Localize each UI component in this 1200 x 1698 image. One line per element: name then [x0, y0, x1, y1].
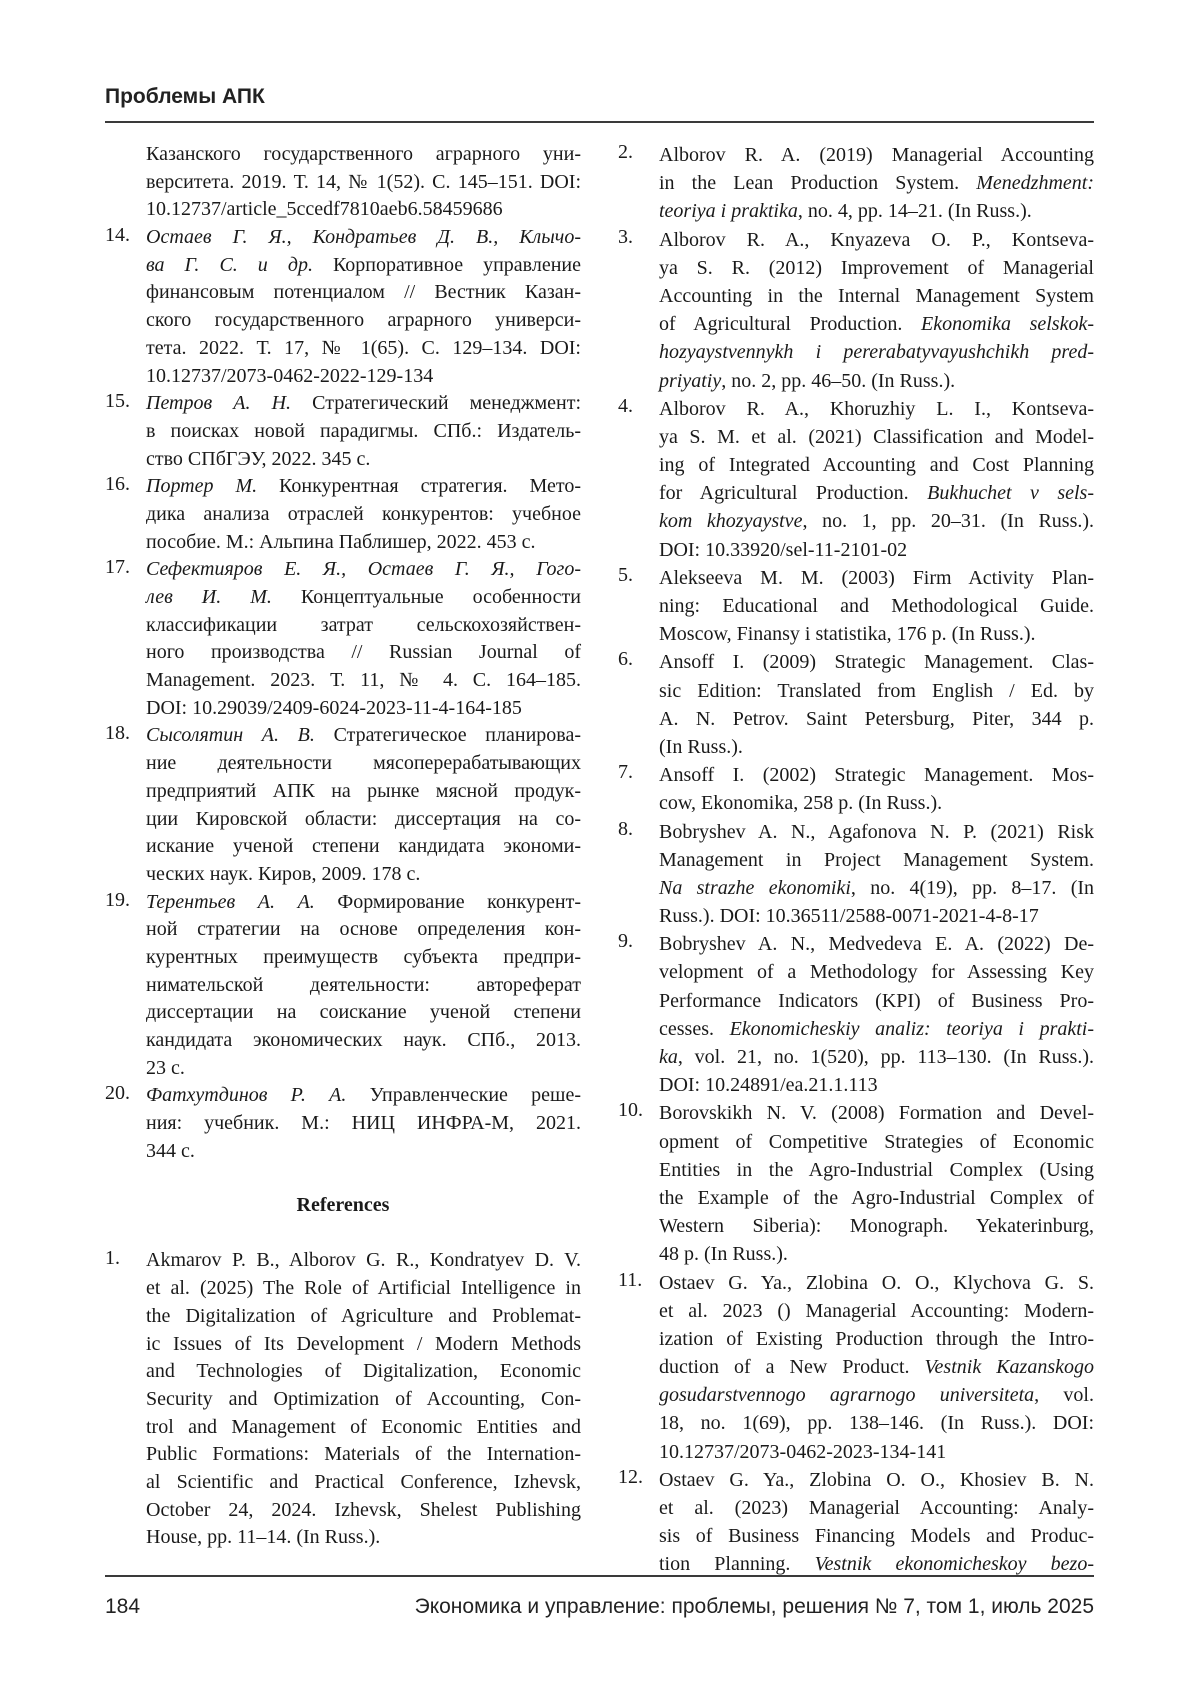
italic-run: Терентьев А. А.	[146, 891, 315, 913]
reference-entry	[618, 1099, 1094, 1268]
reference-line	[146, 1247, 581, 1275]
text-run: Akmarov P. B., Alborov G. R., Kondratyev D. V.	[146, 1249, 581, 1271]
reference-number: 15.	[105, 390, 130, 413]
text-run: 18, no. 1(69), pp. 138–146. (In Russ.). DOI:	[659, 1412, 1094, 1434]
reference-line	[659, 1184, 1094, 1212]
reference-line	[146, 1027, 581, 1055]
text-run: классификации затрат сельскохозяйствен-	[146, 614, 581, 636]
text-run: Ostaev G. Ya., Zlobina O. O., Klychova G. S.	[659, 1272, 1094, 1294]
reference-line	[146, 279, 581, 307]
text-run: Alekseeva M. M. (2003) Firm Activity Plan-	[659, 567, 1094, 589]
text-run: ского государственного аграрного универси-	[146, 309, 581, 331]
text-run: DOI: 10.29039/2409-6024-2023-11-4-164-185	[146, 697, 522, 719]
text-run: ние деятельности мясоперерабатывающих	[146, 752, 581, 774]
text-run: пособие. М.: Альпина Паблишер, 2022. 453 с.	[146, 531, 536, 553]
italic-run: Сысолятин А. В.	[146, 724, 315, 746]
text-run: Ansoff I. (2002) Strategic Management. Mos-	[659, 764, 1094, 786]
reference-entry	[618, 648, 1094, 761]
reference-number: 4.	[618, 395, 633, 418]
reference-line	[146, 1055, 581, 1083]
italic-run: kom khozyaystve	[659, 510, 802, 532]
text-run: в поисках новой парадигмы. СПб.: Издатель-	[146, 420, 581, 442]
text-run: Alborov R. A., Knyazeva O. P., Kontseva-	[659, 229, 1094, 251]
text-run: дика анализа отраслей конкурентов: учебное	[146, 503, 581, 525]
text-run: al Scientific and Practical Conference, Izhevsk,	[146, 1471, 581, 1493]
text-run: sic Edition: Translated from English / Ed. by	[659, 680, 1094, 702]
reference-line	[659, 1212, 1094, 1240]
reference-line	[659, 395, 1094, 423]
text-run: et al. (2025) The Role of Artificial Intelligence in	[146, 1277, 581, 1299]
reference-number: 9.	[618, 930, 633, 953]
text-run: Security and Optimization of Accounting, Con-	[146, 1388, 581, 1410]
reference-entry	[618, 818, 1094, 931]
reference-line	[146, 722, 581, 750]
reference-entry	[105, 473, 581, 556]
reference-line	[146, 1082, 581, 1110]
reference-line	[146, 418, 581, 446]
text-run: курентных преимуществ субъекта предпри-	[146, 946, 581, 968]
reference-number: 3.	[618, 226, 633, 249]
journal-issue: Экономика и управление: проблемы, решения № 7, том 1, июль 2025	[415, 1594, 1094, 1620]
text-run: , no. 4(19), pp. 8–17. (In	[851, 877, 1094, 899]
reference-line	[659, 930, 1094, 958]
text-run: , no. 2, pp. 46–50. (In Russ.).	[721, 370, 955, 392]
reference-line	[659, 1240, 1094, 1268]
text-run: Bobryshev A. N., Agafonova N. P. (2021) Risk	[659, 821, 1094, 843]
reference-line	[659, 226, 1094, 254]
reference-line	[659, 874, 1094, 902]
reference-line	[146, 501, 581, 529]
reference-line	[659, 902, 1094, 930]
reference-number: 7.	[618, 761, 633, 784]
text-run: Borovskikh N. V. (2008) Formation and Devel-	[659, 1102, 1094, 1124]
reference-line	[659, 423, 1094, 451]
reference-line	[146, 695, 581, 723]
reference-line	[146, 1110, 581, 1138]
reference-line	[146, 1358, 581, 1386]
text-run: 23 с.	[146, 1057, 185, 1079]
reference-line	[659, 479, 1094, 507]
reference-line	[659, 1099, 1094, 1127]
reference-line	[659, 507, 1094, 535]
reference-entry	[618, 1466, 1094, 1579]
reference-line	[659, 1156, 1094, 1184]
text-run: cesses.	[659, 1018, 730, 1040]
reference-line	[146, 473, 581, 501]
text-run: , vol. 21, no. 1(520), pp. 113–130. (In Russ.).	[678, 1046, 1094, 1068]
reference-line	[146, 612, 581, 640]
text-run: opment of Competitive Strategies of Economic	[659, 1131, 1094, 1153]
italic-run: Фатхутдинов Р. А.	[146, 1084, 346, 1106]
reference-entry	[618, 395, 1094, 564]
reference-line	[659, 1128, 1094, 1156]
reference-entry	[105, 889, 581, 1083]
italic-run: Vestnik ekonomicheskoy bezo-	[815, 1553, 1094, 1575]
reference-line	[659, 1015, 1094, 1043]
text-run: Управленческие реше-	[346, 1084, 581, 1106]
text-run: Стратегическое планирова-	[315, 724, 581, 746]
text-run: Корпоративное управление	[313, 254, 581, 276]
text-run: , no. 1, pp. 20–31. (In Russ.).	[802, 510, 1094, 532]
reference-number: 8.	[618, 818, 633, 841]
left-column	[105, 141, 581, 1552]
text-run: финансовым потенциалом // Вестник Казан-	[146, 281, 581, 303]
italic-run: Bukhuchet v sels-	[927, 482, 1094, 504]
reference-line	[659, 789, 1094, 817]
text-run: October 24, 2024. Izhevsk, Shelest Publishing	[146, 1499, 581, 1521]
text-run: velopment of a Methodology for Assessing Key	[659, 961, 1094, 983]
italic-run: Na strazhe ekonomiki	[659, 877, 851, 899]
reference-line	[659, 1494, 1094, 1522]
text-run: , vol.	[1034, 1384, 1094, 1406]
reference-line	[659, 367, 1094, 395]
references-list-left	[105, 1247, 581, 1552]
italic-run: Ekonomicheskiy analiz: teoriya i prakti-	[730, 1018, 1094, 1040]
reference-line	[146, 750, 581, 778]
reference-line	[146, 390, 581, 418]
reference-line	[659, 987, 1094, 1015]
reference-entry	[105, 141, 581, 224]
text-run: Казанского государственного аграрного уни-	[146, 143, 581, 165]
reference-line	[659, 1297, 1094, 1325]
reference-line	[659, 1409, 1094, 1437]
reference-line	[659, 733, 1094, 761]
text-run: ya S. M. et al. (2021) Classification and Model-	[659, 426, 1094, 448]
reference-line	[146, 889, 581, 917]
reference-number: 6.	[618, 648, 633, 671]
reference-line	[659, 761, 1094, 789]
text-run: in the Lean Production System.	[659, 172, 976, 194]
reference-entry	[618, 761, 1094, 817]
reference-line	[146, 584, 581, 612]
reference-line	[146, 169, 581, 197]
text-run: of Agricultural Production.	[659, 313, 921, 335]
text-run: ческих наук. Киров, 2009. 178 с.	[146, 863, 420, 885]
text-run: Alborov R. A. (2019) Managerial Accounting	[659, 144, 1094, 166]
reference-line	[146, 972, 581, 1000]
reference-line	[146, 1497, 581, 1525]
reference-line	[659, 282, 1094, 310]
text-run: ing of Integrated Accounting and Cost Planning	[659, 454, 1094, 476]
text-run: Moscow, Finansy i statistika, 176 p. (In Russ.).	[659, 623, 1035, 645]
reference-line	[146, 639, 581, 667]
reference-number: 2.	[618, 141, 633, 164]
reference-line	[659, 592, 1094, 620]
text-run: , no. 4, pp. 14–21. (In Russ.).	[798, 200, 1032, 222]
reference-entry	[105, 224, 581, 390]
text-run: ization of Existing Production through the Intro-	[659, 1328, 1094, 1350]
italic-run: Портер М.	[146, 475, 257, 497]
reference-line	[659, 958, 1094, 986]
reference-line	[659, 338, 1094, 366]
reference-number: 12.	[618, 1466, 643, 1489]
text-run: et al. 2023 () Managerial Accounting: Modern-	[659, 1300, 1094, 1322]
reference-line	[146, 1524, 581, 1552]
reference-entry	[618, 226, 1094, 395]
italic-run: Vestnik Kazanskogo	[925, 1356, 1094, 1378]
reference-line	[146, 1469, 581, 1497]
reference-line	[146, 196, 581, 224]
reference-line	[659, 1043, 1094, 1071]
references-list-right	[618, 141, 1094, 1579]
reference-entry	[105, 390, 581, 473]
text-run: предприятий АПК на рынке мясной продук-	[146, 780, 581, 802]
text-run: ния: учебник. М.: НИЦ ИНФРА-М, 2021.	[146, 1112, 581, 1134]
reference-number: 19.	[105, 889, 130, 912]
text-run: Management. 2023. Т. 11, № 4. С. 164–185.	[146, 669, 581, 691]
reference-entry	[105, 556, 581, 722]
reference-entry	[618, 141, 1094, 226]
reference-line	[659, 648, 1094, 676]
text-run: 344 с.	[146, 1140, 195, 1162]
reference-line	[659, 310, 1094, 338]
text-run: Western Siberia): Monograph. Yekaterinburg,	[659, 1215, 1094, 1237]
reference-number: 1.	[105, 1247, 120, 1270]
italic-run: priyatiy	[659, 370, 721, 392]
text-run: 10.12737/2073-0462-2022-129-134	[146, 365, 433, 387]
reference-line	[146, 252, 581, 280]
text-run: ning: Educational and Methodological Guide.	[659, 595, 1094, 617]
text-run: Конкурентная стратегия. Мето-	[257, 475, 581, 497]
reference-line	[146, 141, 581, 169]
reference-entry	[105, 1082, 581, 1165]
text-run: Public Formations: Materials of the Internation-	[146, 1443, 581, 1465]
reference-line	[659, 620, 1094, 648]
reference-number: 16.	[105, 473, 130, 496]
reference-line	[146, 1138, 581, 1166]
reference-line	[146, 806, 581, 834]
reference-line	[146, 1441, 581, 1469]
reference-line	[146, 999, 581, 1027]
reference-entry	[618, 930, 1094, 1099]
reference-number: 10.	[618, 1099, 643, 1122]
italic-run: ва Г. С. и др.	[146, 254, 313, 276]
reference-line	[146, 916, 581, 944]
text-run: нимательской деятельности: автореферат	[146, 974, 581, 996]
reference-line	[659, 254, 1094, 282]
text-run: ya S. R. (2012) Improvement of Managerial	[659, 257, 1094, 279]
reference-line	[659, 846, 1094, 874]
italic-run: ka	[659, 1046, 678, 1068]
reference-line	[659, 1325, 1094, 1353]
italic-run: Ekonomika selskok-	[921, 313, 1094, 335]
reference-line	[659, 1438, 1094, 1466]
reference-line	[659, 169, 1094, 197]
italic-run: лев И. М.	[146, 586, 272, 608]
reference-line	[659, 1353, 1094, 1381]
text-run: ции Кировской области: диссертация на со-	[146, 808, 581, 830]
reference-entry	[618, 1269, 1094, 1466]
reference-line	[659, 1071, 1094, 1099]
reference-line	[659, 536, 1094, 564]
reference-line	[146, 529, 581, 557]
reference-line	[659, 677, 1094, 705]
italic-run: Остаев Г. Я., Кондратьев Д. В., Клычо-	[146, 226, 581, 248]
text-run: ство СПбГЭУ, 2022. 345 с.	[146, 448, 370, 470]
text-run: House, pp. 11–14. (In Russ.).	[146, 1526, 380, 1548]
reference-line	[659, 141, 1094, 169]
reference-line	[659, 705, 1094, 733]
footer-rule	[105, 1575, 1094, 1577]
text-run: ного производства // Russian Journal of	[146, 641, 581, 663]
italic-run: hozyaystvennykh i pererabatyvayushchikh pred-	[659, 341, 1094, 363]
italic-run: Сефектияров Е. Я., Остаев Г. Я., Гого-	[146, 558, 581, 580]
text-run: the Example of the Agro-Industrial Complex of	[659, 1187, 1094, 1209]
reference-line	[146, 1386, 581, 1414]
reference-line	[659, 451, 1094, 479]
reference-line	[146, 1414, 581, 1442]
reference-line	[659, 818, 1094, 846]
reference-line	[146, 1303, 581, 1331]
text-run: Russ.). DOI: 10.36511/2588-0071-2021-4-8-17	[659, 905, 1039, 927]
reference-line	[146, 833, 581, 861]
reference-line	[146, 307, 581, 335]
reference-number: 14.	[105, 224, 130, 247]
reference-line	[659, 1381, 1094, 1409]
text-run: 10.12737/2073-0462-2023-134-141	[659, 1441, 946, 1463]
text-run: Стратегический менеджмент:	[291, 392, 581, 414]
reference-line	[146, 944, 581, 972]
reference-line	[146, 363, 581, 391]
text-run: tion Planning.	[659, 1553, 815, 1575]
text-run: ic Issues of Its Development / Modern Methods	[146, 1333, 581, 1355]
text-run: and Technologies of Digitalization, Economic	[146, 1360, 581, 1382]
reference-number: 11.	[618, 1269, 642, 1292]
text-run: A. N. Petrov. Saint Petersburg, Piter, 344 p.	[659, 708, 1094, 730]
reference-line	[146, 335, 581, 363]
reference-number: 20.	[105, 1082, 130, 1105]
text-run: Performance Indicators (KPI) of Business Pro-	[659, 990, 1094, 1012]
reference-number: 18.	[105, 722, 130, 745]
page-number: 184	[105, 1594, 140, 1620]
text-run: DOI: 10.33920/sel-11-2101-02	[659, 539, 907, 561]
text-run: et al. (2023) Managerial Accounting: Analy-	[659, 1497, 1094, 1519]
text-run: Bobryshev A. N., Medvedeva E. A. (2022) De-	[659, 933, 1094, 955]
text-run: sis of Business Financing Models and Produc-	[659, 1525, 1094, 1547]
text-run: тета. 2022. Т. 17, № 1(65). С. 129–134. DOI:	[146, 337, 581, 359]
reference-line	[659, 1466, 1094, 1494]
text-run: cow, Ekonomika, 258 p. (In Russ.).	[659, 792, 942, 814]
reference-line	[146, 446, 581, 474]
italic-run: Петров А. Н.	[146, 392, 291, 414]
reference-line	[146, 1331, 581, 1359]
text-run: Концептуальные особенности	[272, 586, 581, 608]
italic-run: gosudarstvennogo agrarnogo universiteta	[659, 1384, 1034, 1406]
text-run: Management in Project Management System.	[659, 849, 1094, 871]
text-run: кандидата экономических наук. СПб., 2013.	[146, 1029, 581, 1051]
reference-line	[146, 556, 581, 584]
text-run: trol and Management of Economic Entities and	[146, 1416, 581, 1438]
text-run: Entities in the Agro-Industrial Complex (Using	[659, 1159, 1094, 1181]
reference-number: 17.	[105, 556, 130, 579]
reference-line	[659, 564, 1094, 592]
reference-line	[659, 1522, 1094, 1550]
header-rule	[105, 121, 1094, 123]
text-run: DOI: 10.24891/ea.21.1.113	[659, 1074, 878, 1096]
reference-number: 5.	[618, 564, 633, 587]
reference-entry	[105, 1247, 581, 1552]
text-run: Alborov R. A., Khoruzhiy L. I., Kontseva-	[659, 398, 1094, 420]
text-run: Ostaev G. Ya., Zlobina O. O., Khosiev B. N.	[659, 1469, 1094, 1491]
text-run: ной стратегии на основе определения кон-	[146, 918, 581, 940]
reference-entry	[618, 564, 1094, 649]
text-run: duction of a New Product.	[659, 1356, 925, 1378]
reference-line	[146, 1275, 581, 1303]
russian-bibliography-list	[105, 141, 581, 1165]
reference-line	[146, 224, 581, 252]
italic-run: Menedzhment:	[976, 172, 1094, 194]
right-column	[618, 141, 1094, 1579]
reference-line	[146, 778, 581, 806]
text-run: for Agricultural Production.	[659, 482, 927, 504]
reference-line	[146, 861, 581, 889]
text-run: верситета. 2019. Т. 14, № 1(52). С. 145–151. DOI:	[146, 171, 581, 193]
text-run: 10.12737/article_5ccedf7810aeb6.58459686	[146, 198, 503, 220]
reference-entry	[105, 722, 581, 888]
text-run: 48 p. (In Russ.).	[659, 1243, 788, 1265]
text-run: (In Russ.).	[659, 736, 743, 758]
references-heading: References	[105, 1191, 581, 1219]
text-run: Accounting in the Internal Management System	[659, 285, 1094, 307]
text-run: диссертации на соискание ученой степени	[146, 1001, 581, 1023]
reference-line	[659, 1269, 1094, 1297]
text-run: the Digitalization of Agriculture and Problemat-	[146, 1305, 581, 1327]
text-run: искание ученой степени кандидата экономи-	[146, 835, 581, 857]
reference-line	[146, 667, 581, 695]
reference-line	[659, 197, 1094, 225]
italic-run: teoriya i praktika	[659, 200, 798, 222]
text-run: Ansoff I. (2009) Strategic Management. Clas-	[659, 651, 1094, 673]
running-title: Проблемы АПК	[105, 84, 265, 110]
text-run: Формирование конкурент-	[315, 891, 581, 913]
